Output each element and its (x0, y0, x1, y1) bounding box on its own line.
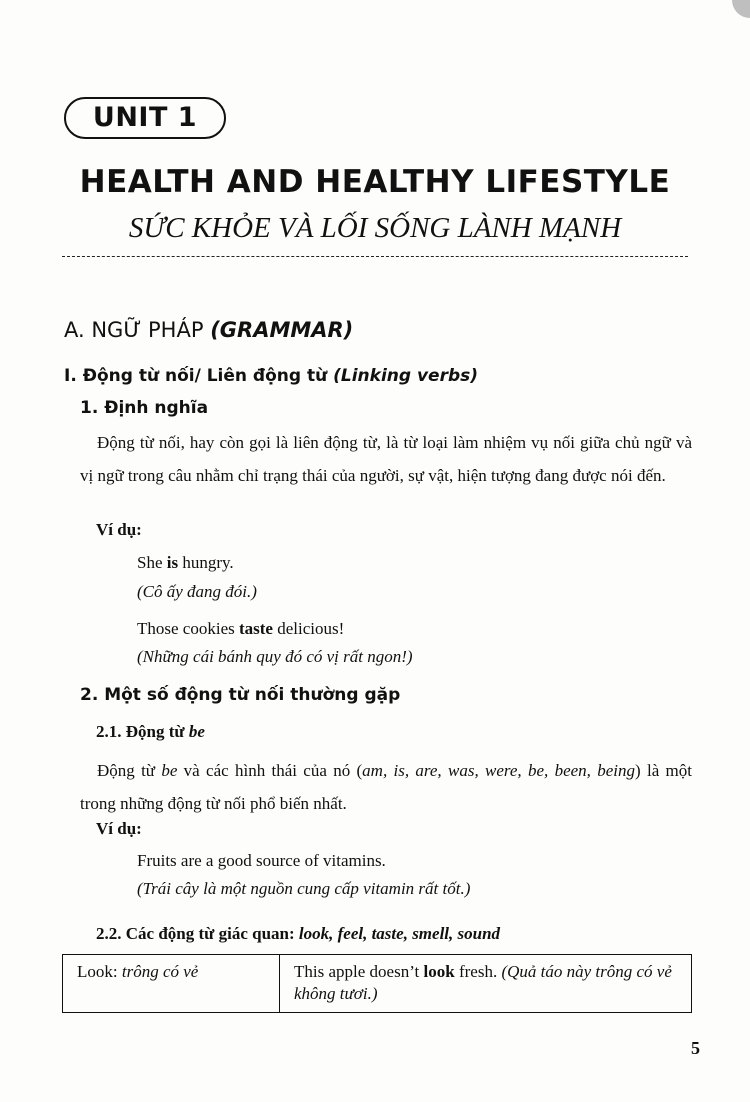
sub21-example-translation: (Trái cây là một nguồn cung cấp vitamin rất tốt.) (137, 879, 471, 898)
section-a-label: A. NGỮ PHÁP (64, 318, 204, 342)
table-cell-example (280, 955, 692, 1013)
sub1-heading: 1. Định nghĩa (80, 398, 209, 418)
sub21-example: Fruits are a good source of vitamins. (137, 851, 386, 870)
ex1-post: hungry. (178, 553, 234, 572)
section-i-label-en: (Linking verbs) (333, 366, 479, 386)
page-title: HEALTH AND HEALTHY LIFESTYLE (79, 164, 671, 200)
sub21-p-pre: Động từ (97, 761, 162, 780)
linking-verbs-table (62, 954, 692, 1013)
sub22-heading-list: look, feel, taste, smell, sound (298, 924, 501, 943)
dashed-divider (62, 256, 688, 257)
page-subtitle: SỨC KHỎE VÀ LỐI SỐNG LÀNH MẠNH (128, 212, 622, 244)
ex1-bold: is (166, 553, 179, 572)
sub21-heading-pre: 2.1. Động từ (96, 722, 189, 741)
unit-badge: UNIT 1 (64, 97, 226, 139)
sub1-example-label: Ví dụ: (96, 520, 142, 539)
sub22-heading (96, 924, 500, 944)
sub1-example-1-translation: (Cô ấy đang đói.) (137, 582, 257, 601)
page-corner (732, 0, 750, 18)
section-i-label: I. Động từ nối/ Liên động từ (64, 366, 328, 386)
sub22-heading-pre: 2.2. Các động từ giác quan: (96, 924, 299, 943)
sub1-example-2 (137, 619, 344, 639)
sub1-example-1 (137, 553, 234, 573)
example-translation: (Quả táo này trông có vẻ không tươi.) (294, 962, 672, 1003)
ex2-pre: Those cookies (137, 619, 239, 638)
sub21-heading-it: be (188, 722, 205, 741)
sub21-p-forms: am, is, are, was, were, be, been, being (362, 761, 635, 780)
ex2-bold: taste (238, 619, 273, 638)
sub21-p-it: be (161, 761, 178, 780)
sub1-paragraph: Động từ nối, hay còn gọi là liên động từ, là từ loại làm nhiệm vụ nối giữa chủ ngữ và vị ngữ trong câu nhằm chỉ trạng thái của người, sự vật, hiện tượng đang được nói đến. (80, 433, 692, 485)
sub21-paragraph (80, 754, 692, 820)
example-pre: This apple doesn’t (294, 962, 424, 981)
example-bold: look (423, 962, 455, 981)
page-number: 5 (691, 1038, 700, 1058)
section-a-heading (64, 318, 353, 342)
ex1-pre: She (137, 553, 167, 572)
verb-label: Look: (77, 962, 122, 981)
sub21-p-post: ) là một trong những động từ nối phổ biến nhất. (80, 761, 692, 813)
sub2-heading: 2. Một số động từ nối thường gặp (80, 685, 401, 705)
sub21-p-mid: và các hình thái của nó ( (177, 761, 363, 780)
table-cell-verb (63, 955, 280, 1013)
sub21-example-label: Ví dụ: (96, 819, 142, 838)
example-post: fresh. (454, 962, 502, 981)
table-row (63, 955, 692, 1013)
sub21-heading (96, 722, 205, 742)
verb-meaning: trông có vẻ (121, 962, 199, 981)
sub1-example-2-translation: (Những cái bánh quy đó có vị rất ngon!) (137, 647, 413, 666)
section-a-label-en: (GRAMMAR) (210, 318, 354, 342)
ex2-post: delicious! (272, 619, 345, 638)
section-i-heading (64, 366, 478, 386)
